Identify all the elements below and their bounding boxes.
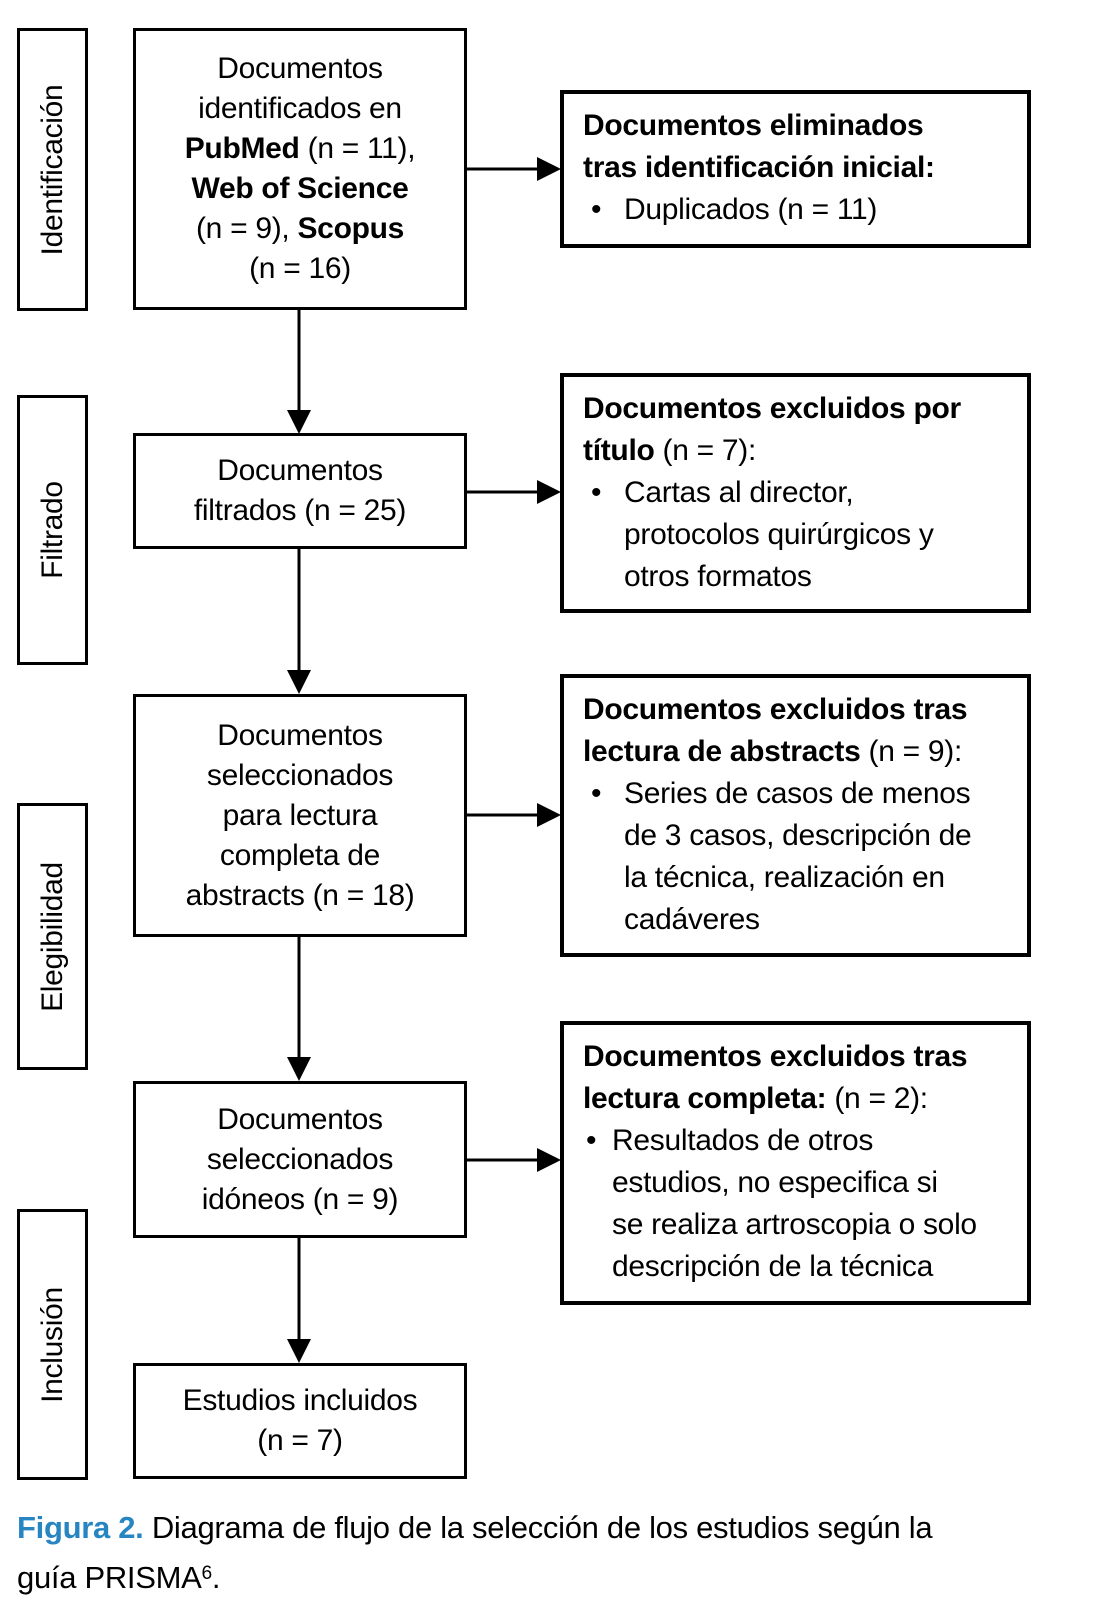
bullet-icon: • bbox=[591, 777, 602, 810]
arrow-identified-to-excluded-1 bbox=[467, 157, 561, 181]
stage-label-elegibilidad bbox=[17, 803, 88, 1070]
stage-label-filtrado bbox=[17, 395, 88, 665]
flow-box-text: Estudios incluidos (n = 7) bbox=[182, 1384, 418, 1457]
exclusion-box-initial bbox=[560, 90, 1031, 248]
arrow-abstracts-to-eligible bbox=[287, 937, 311, 1081]
exclusion-bullet-item bbox=[583, 472, 1015, 598]
bullet-text: Resultados de otros estudios, no especifica si se realiza artroscopia o solo descripción de la técnica bbox=[612, 1124, 977, 1283]
exclusion-bullet-item bbox=[583, 773, 1015, 941]
flow-box-text: Documentos seleccionados para lectura completa de abstracts (n = 18) bbox=[185, 718, 415, 912]
stage-label-text: Inclusión bbox=[35, 1286, 69, 1403]
flow-box-text: Documentos seleccionados idóneos (n = 9) bbox=[201, 1102, 399, 1216]
figure-caption-text-line2: guía PRISMA bbox=[17, 1560, 202, 1595]
flow-box-screened bbox=[133, 433, 467, 549]
stage-label-text: Filtrado bbox=[35, 481, 69, 579]
bullet-icon: • bbox=[591, 193, 602, 226]
exclusion-box-title-screen bbox=[560, 373, 1031, 613]
exclusion-title: Documentos excluidos por título (n = 7): bbox=[583, 392, 961, 467]
stage-label-text: Elegibilidad bbox=[35, 861, 69, 1012]
flow-box-included bbox=[133, 1363, 467, 1479]
stage-label-inclusion bbox=[17, 1209, 88, 1480]
stage-label-identificacion bbox=[17, 28, 88, 311]
figure-caption bbox=[17, 1503, 1047, 1605]
bullet-text: Series de casos de menos de 3 casos, descripción de la técnica, realización en cadáveres bbox=[624, 777, 972, 936]
figure-caption-period: . bbox=[211, 1560, 221, 1595]
bullet-text: Duplicados (n = 11) bbox=[624, 193, 878, 226]
flow-box-abstracts bbox=[133, 694, 467, 937]
exclusion-title: Documentos excluidos tras lectura completa: (n = 2): bbox=[583, 1040, 968, 1115]
exclusion-bullet-item bbox=[583, 189, 1015, 231]
flow-box-text: Documentos filtrados (n = 25) bbox=[193, 454, 407, 527]
arrow-eligible-to-excluded-4 bbox=[467, 1148, 561, 1172]
bullet-text: Cartas al director, protocolos quirúrgicos y otros formatos bbox=[624, 476, 934, 593]
arrow-abstracts-to-excluded-3 bbox=[467, 803, 561, 827]
flow-box-identified bbox=[133, 28, 467, 310]
exclusion-box-abstract-read bbox=[560, 674, 1031, 957]
exclusion-bullet-item bbox=[583, 1120, 1015, 1288]
figure-caption-reference-superscript: 6 bbox=[201, 1563, 212, 1585]
stage-label-text: Identificación bbox=[35, 84, 69, 255]
arrow-identified-to-screened bbox=[287, 310, 311, 434]
bullet-icon: • bbox=[591, 476, 602, 509]
exclusion-title: Documentos excluidos tras lectura de abstracts (n = 9): bbox=[583, 693, 968, 768]
exclusion-title: Documentos eliminados tras identificación inicial: bbox=[583, 109, 935, 184]
arrow-eligible-to-included bbox=[287, 1238, 311, 1363]
bullet-icon: • bbox=[586, 1124, 597, 1157]
flow-box-eligible bbox=[133, 1081, 467, 1238]
figure-caption-label: Figura 2. bbox=[17, 1510, 144, 1545]
flow-box-text: Documentos identificados en PubMed (n = 11), Web of Science (n = 9), Scopus (n = 16) bbox=[184, 52, 416, 285]
arrow-screened-to-abstracts bbox=[287, 549, 311, 694]
arrow-screened-to-excluded-2 bbox=[467, 480, 561, 504]
figure-caption-text-line1: Diagrama de flujo de la selección de los estudios según la bbox=[151, 1510, 933, 1545]
exclusion-box-full-read bbox=[560, 1021, 1031, 1305]
